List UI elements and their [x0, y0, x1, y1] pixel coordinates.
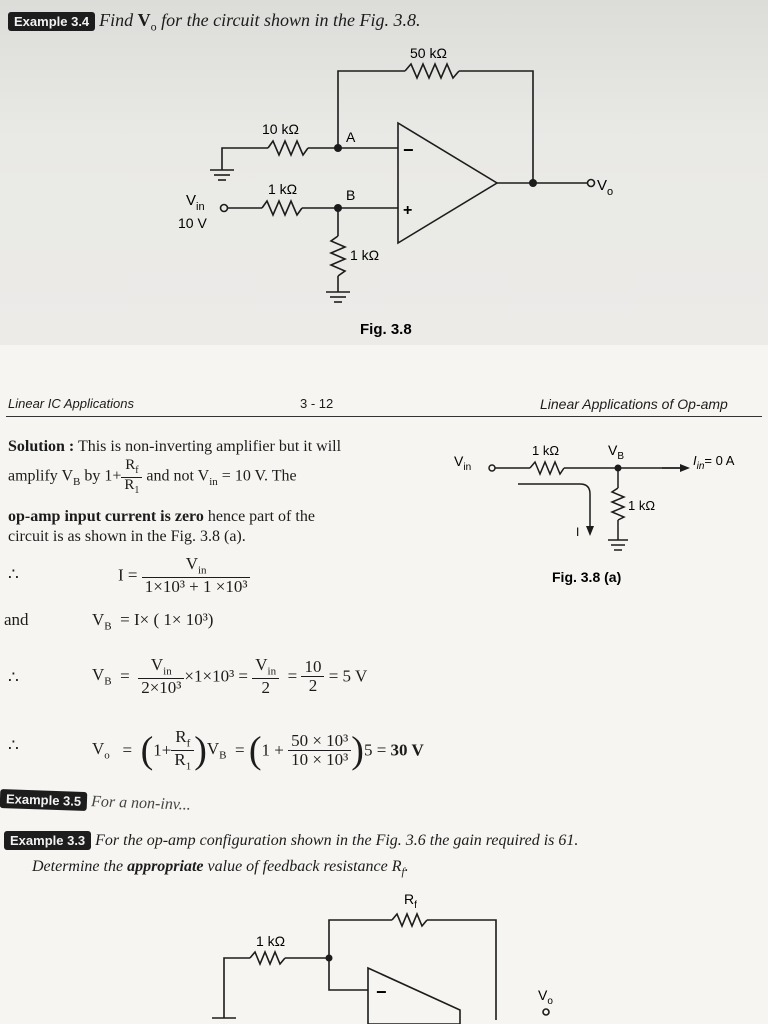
- resistor-50k: [405, 64, 459, 78]
- current-path-arrow: [518, 484, 590, 528]
- therefore-3: ∴: [8, 736, 19, 755]
- opamp-minus: −: [403, 140, 414, 160]
- vout-label-2: $V_o$: [538, 987, 553, 1007]
- vin-terminal: [221, 205, 228, 212]
- resistor-rf: [392, 914, 427, 926]
- opamp-plus: +: [403, 202, 413, 219]
- header-divider: [6, 416, 762, 417]
- equation-current: I = $\frac{V_{in}}{\text{1×10³ + 1 ×10³}}$: [118, 555, 250, 596]
- fig38a-resistor-series: [530, 462, 564, 474]
- r1-label: 1 kΩ: [256, 933, 286, 949]
- fig-3-8-circuit: [0, 0, 768, 345]
- equation-vout: $V_o$ = (1+ $\frac{R_f}{R_1}$ )$V_B = (1$ + $\frac{\text{50 × 10³}}{\text{10 × 10³}}$ )5 = 30 V: [92, 727, 424, 773]
- solution-line-1: Solution : This is non-inverting amplifier but it will: [8, 438, 342, 455]
- solution-line-3: op-amp input current is zero hence part of the: [8, 508, 315, 525]
- vin-label: $V_{in}$: [186, 192, 205, 213]
- example-3-3-tag: Example 3.3: [4, 831, 91, 850]
- resistor-1k-ground: [331, 236, 345, 276]
- fig-3-8a-caption: Fig. 3.8 (a): [552, 569, 622, 585]
- equation-vb-2: $V_B$ = $\frac{V_{in}}{\text{2×10³}}$ ×1×10³ = $\frac{V_{in}}{2}$ = $\frac{10}{2}$ = 5 V: [92, 655, 368, 697]
- iin-arrow: [680, 464, 690, 472]
- vout-terminal: [588, 180, 595, 187]
- label-1k-series: 1 kΩ: [268, 181, 298, 197]
- solution-line-4: circuit is as shown in the Fig. 3.8 (a).: [8, 528, 246, 545]
- solution-line-2: amplify $V_B$ by 1+ $\frac{R_f}{R_1}$ and not $V_{in} = 10$ V. The: [8, 457, 297, 496]
- label-10k: 10 kΩ: [262, 121, 299, 137]
- example-3-3-line-2: Determine the appropriate value of feedback resistance $R_f$.: [32, 858, 409, 879]
- therefore-1: ∴: [8, 565, 19, 584]
- equation-vb-1: $V_B = I\times$ ( 1× 10³): [92, 610, 214, 633]
- fig38a-i-label: I: [576, 525, 580, 539]
- output-node-dot: [529, 179, 537, 187]
- fig38a-vin-label: $V_{in}$: [454, 453, 472, 473]
- header-page-number: 3 - 12: [300, 396, 334, 411]
- resistor-1k-input: [250, 952, 285, 964]
- example-3-5-tag: Example 3.5: [0, 789, 87, 811]
- fig38a-resistor-ground: [612, 488, 624, 520]
- vout-label: $V_o$: [597, 177, 614, 198]
- node-a-dot: [334, 144, 342, 152]
- example-3-4-tag: Example 3.4: [8, 12, 95, 31]
- example-3-5-text: For a non-inv...: [90, 793, 192, 814]
- inverting-ground-wire: [222, 148, 268, 170]
- example-3-3-line-1: Example 3.3 For the op-amp configuration shown in the Fig. 3.6 the gain required is 61.: [4, 832, 578, 850]
- resistor-10k: [268, 141, 308, 155]
- header-left: Linear IC Applications: [8, 396, 134, 411]
- vin-value: 10 V: [178, 215, 207, 231]
- example-3-4-question: Find $V_o$ for the circuit shown in the Fig. 3.8.: [99, 10, 421, 34]
- node-a-label: A: [346, 129, 356, 145]
- fig38a-iin-label: $I_{in}= 0$ A: [693, 453, 735, 472]
- example-3-3-circuit: [0, 880, 768, 1024]
- fig-3-8a-circuit: [440, 440, 760, 590]
- opamp-minus-2: −: [376, 982, 387, 1002]
- and-label: and: [4, 610, 29, 629]
- rf-label: $R_f$: [404, 891, 417, 911]
- node-b-dot: [334, 204, 342, 212]
- label-1k-ground: 1 kΩ: [350, 247, 380, 263]
- header-right: Linear Applications of Op-amp: [540, 396, 728, 412]
- fig38a-r2-label: 1 kΩ: [628, 498, 656, 513]
- fig38a-vb-label: $V_B$: [608, 442, 625, 462]
- resistor-1k-series: [262, 201, 302, 215]
- fig38a-r1-label: 1 kΩ: [532, 443, 560, 458]
- fig-3-8-caption: Fig. 3.8: [360, 321, 412, 338]
- label-50k: 50 kΩ: [410, 45, 447, 61]
- therefore-2: ∴: [8, 668, 19, 687]
- node-b-label: B: [346, 187, 356, 203]
